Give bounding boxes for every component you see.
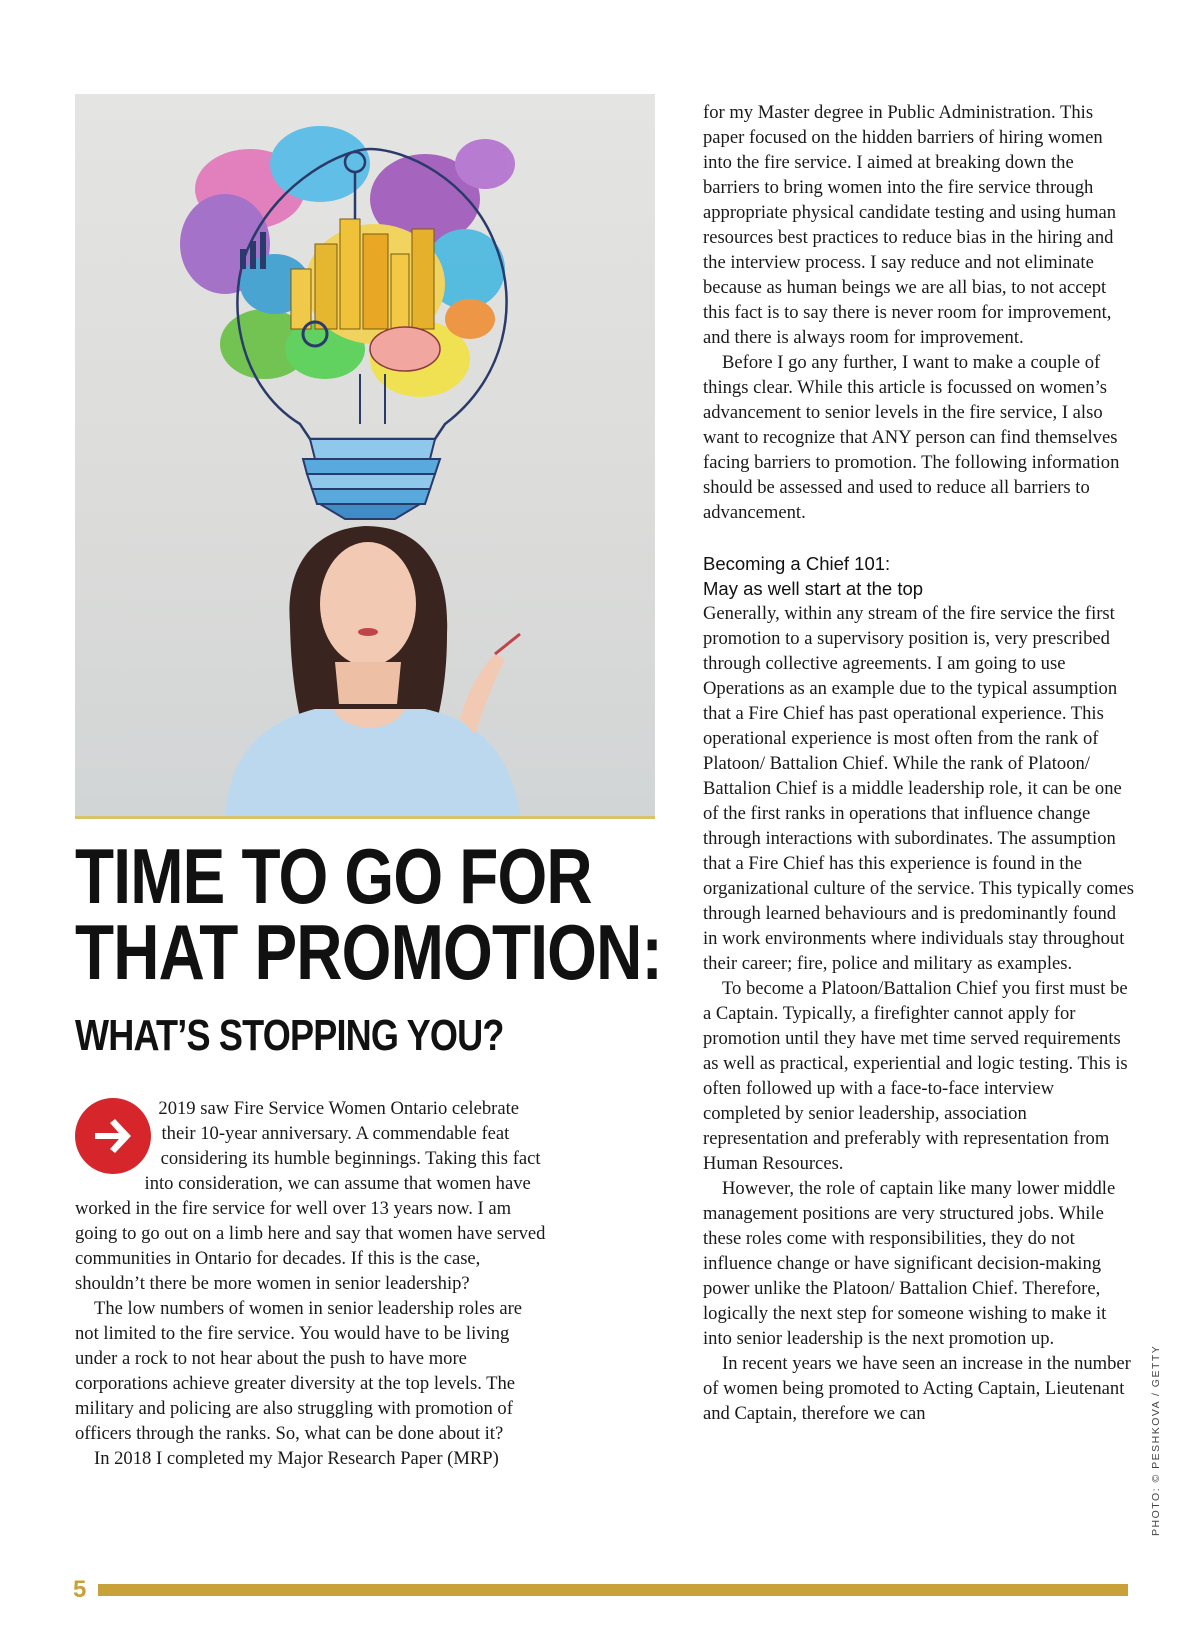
body-paragraph: However, the role of captain like many lower middle management positions are very structured jobs. While these roles come with responsibilities, they do not influence change or have significant decision-making power unlike the Platoon/ Battalion Chief. Therefore, logically the next step for someone wishing to make it into senior leadership is the next promotion up.	[703, 1178, 1116, 1349]
body-paragraph: To become a Platoon/Battalion Chief you first must be a Captain. Typically, a firefighter cannot apply for promotion until they have met time served requirements as well as practical, experiential and logic testing. This is often followed up with a face-to-face interview completed by senior leadership, association representation and preferably with representation from Human Resources.	[703, 978, 1128, 1174]
body-paragraph: In 2018 I completed my Major Research Paper (MRP)	[94, 1448, 499, 1469]
body-paragraph: In recent years we have seen an increase in the number of women being promoted to Acting Captain, Lieutenant and Captain, therefore we can	[703, 1353, 1131, 1424]
lightbulb-illustration	[75, 94, 655, 816]
photo-credit: PHOTO: © PESHKOVA / GETTY	[1150, 1344, 1162, 1536]
body-paragraph: Generally, within any stream of the fire service the first promotion to a supervisory position is, very prescribed through collective agreements. I am going to use Operations as an example due to the typical assumption that a Fire Chief has past operational experience. This operational experience is most often from the rank of Platoon/ Battalion Chief. While the rank of Platoon/ Battalion Chief is a middle leadership role, it can be one of the first ranks in operations that influence change through interactions with subordinates. The assumption that a Fire Chief has this experience is found in the organizational culture of the service. This typically comes through learned behaviours and is predominantly found in work environments where individuals stay throughout their career; fire, police and military as examples.	[703, 603, 1134, 974]
arrow-right-icon	[75, 1098, 151, 1174]
page-number: 5	[73, 1576, 87, 1603]
body-paragraph: for my Master degree in Public Administration. This paper focused on the hidden barriers of hiring women into the fire service. I aimed at breaking down the barriers to bring women into the fire service through appropriate physical candidate testing and using human resources best practices to reduce bias in the hiring and the interview process. I say reduce and not eliminate because as human beings we are all bias, to not accept this fact is to say there is never room for improvement, and there is always room for improvement.	[703, 102, 1117, 348]
hero-photo	[75, 94, 655, 819]
body-paragraph: The low numbers of women in senior leadership roles are not limited to the fire service. You would have to be living under a rock to not hear about the push to have more corporations achieve greater diversity at the top levels. The military and policing are also struggling with promotion of officers through the ranks. So, what can be done about it?	[75, 1298, 523, 1444]
subhead-line-1: Becoming a Chief 101:	[703, 553, 891, 574]
brain-icon	[370, 327, 440, 371]
article-headline	[75, 832, 662, 1060]
headline-subtitle: WHAT’S STOPPING YOU?	[75, 1011, 504, 1060]
bulb-base	[303, 439, 440, 519]
woman-figure	[225, 526, 520, 816]
footer-rule	[98, 1584, 1128, 1596]
right-column	[703, 100, 1135, 1426]
body-paragraph: Before I go any further, I want to make a couple of things clear. While this article is focussed on women’s advancement to senior levels in the fire service, I also want to recognize that ANY person can find themselves facing barriers to promotion. The following information should be assessed and used to reduce all barriers to advancement.	[703, 352, 1120, 523]
headline-line-2: THAT PROMOTION:	[75, 908, 662, 996]
section-subhead	[703, 551, 1135, 601]
left-column	[75, 1096, 547, 1471]
headline-line-1: TIME TO GO FOR	[75, 832, 592, 920]
body-paragraph: 2019 saw Fire Service Women Ontario celebrate their 10-year anniversary. A commendable feat considering its humble beginnings. Taking this fact into consideration, we can assume that women have worked in the fire service for well over 13 years now. I am going to go out on a limb here and say that women have served communities in Ontario for decades. If this is the case, shouldn’t there be more women in senior leadership?	[75, 1098, 546, 1294]
subhead-line-2: May as well start at the top	[703, 578, 924, 599]
